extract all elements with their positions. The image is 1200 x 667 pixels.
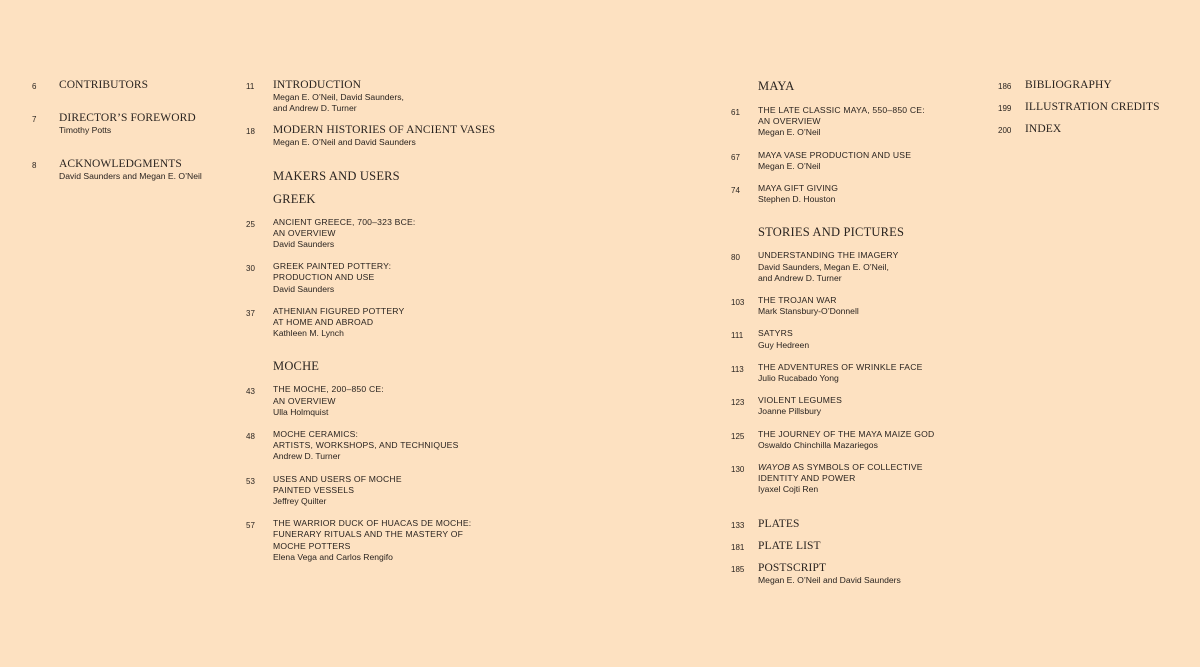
entry-title: SATYRS xyxy=(758,328,793,339)
entry-title: USES AND USERS OF MOCHE xyxy=(273,473,402,484)
section-heading-maya: MAYA xyxy=(758,79,795,93)
entry-title: THE WARRIOR DUCK OF HUACAS DE MOCHE: xyxy=(273,518,472,529)
toc-entry-violent-legumes[interactable] xyxy=(731,395,971,417)
entry-author: Guy Hedreen xyxy=(758,339,810,350)
entry-title: MOCHE CERAMICS: xyxy=(273,429,359,440)
entry-title: PRODUCTION AND USE xyxy=(273,272,375,283)
entry-title: ANCIENT GREECE, 700–323 BCE: xyxy=(273,216,416,227)
entry-author: David Saunders, Megan E. O’Neil, xyxy=(758,261,889,272)
toc-entry-moche-1[interactable] xyxy=(246,384,496,418)
entry-title: UNDERSTANDING THE IMAGERY xyxy=(758,250,899,261)
entry-title: ACKNOWLEDGMENTS xyxy=(59,158,182,171)
entry-author: Megan E. O’Neil, David Saunders, xyxy=(273,92,404,102)
entry-title-italic: WAYOB xyxy=(758,462,791,473)
section-heading-moche: MOCHE xyxy=(273,359,320,374)
entry-title: AN OVERVIEW xyxy=(273,227,336,238)
entry-author: Joanne Pillsbury xyxy=(758,406,822,417)
entry-author: Mark Stansbury-O’Donnell xyxy=(758,306,859,317)
toc-entry-greek-1[interactable] xyxy=(246,217,496,251)
entry-author: Oswaldo Chinchilla Mazariegos xyxy=(758,439,878,450)
page-number: 48 xyxy=(246,432,255,442)
toc-entry-postscript[interactable] xyxy=(731,562,971,586)
entry-author: Megan E. O’Neil xyxy=(758,127,821,138)
entry-author: David Saunders xyxy=(273,283,335,294)
toc-entry-moche-3[interactable] xyxy=(246,474,496,508)
entry-title: PLATES xyxy=(758,517,800,530)
toc-entry-greek-3[interactable] xyxy=(246,306,496,340)
toc-entry-plate-list[interactable] xyxy=(731,540,971,553)
page-number: 30 xyxy=(246,264,255,274)
toc-entry-warrior-duck[interactable] xyxy=(246,518,496,563)
page-number: 130 xyxy=(731,465,745,475)
entry-author: Megan E. O’Neil xyxy=(758,160,821,171)
entry-title xyxy=(758,462,971,473)
page-number: 43 xyxy=(246,387,255,397)
entry-title: MAYA VASE PRODUCTION AND USE xyxy=(758,149,912,160)
entry-author: Iyaxel Cojti Ren xyxy=(758,484,819,495)
toc-entry-introduction[interactable] xyxy=(246,79,496,114)
entry-author: Julio Rucabado Yong xyxy=(758,373,839,384)
entry-title: AT HOME AND ABROAD xyxy=(273,317,374,328)
section-heading-greek: GREEK xyxy=(273,191,316,206)
toc-entry-moche-2[interactable] xyxy=(246,429,496,463)
toc-entry-maya-1[interactable] xyxy=(731,105,971,139)
entry-title: GREEK PAINTED POTTERY: xyxy=(273,261,392,272)
entry-author: and Andrew D. Turner xyxy=(758,272,842,283)
page-number: 11 xyxy=(246,82,255,91)
page-number: 185 xyxy=(731,564,745,574)
page-number: 37 xyxy=(246,308,255,318)
entry-title: INDEX xyxy=(1025,123,1062,135)
entry-author: Timothy Potts xyxy=(59,125,112,135)
toc-entry-satyrs[interactable] xyxy=(731,328,971,350)
page-number: 74 xyxy=(731,186,740,196)
toc-entry-modern-histories[interactable] xyxy=(246,124,496,148)
page-number: 18 xyxy=(246,127,255,137)
entry-title: POSTSCRIPT xyxy=(758,561,827,574)
toc-entry-maya-3[interactable] xyxy=(731,183,971,205)
toc-column-back-matter xyxy=(998,79,1188,136)
toc-entry-bibliography[interactable] xyxy=(998,79,1188,92)
entry-title: MOCHE POTTERS xyxy=(273,540,351,551)
entry-author: Jeffrey Quilter xyxy=(273,496,327,507)
entry-title: INTRODUCTION xyxy=(273,79,362,91)
toc-entry-directors-foreword[interactable] xyxy=(32,112,232,136)
page-number: 7 xyxy=(32,115,37,124)
toc-entry-illustration-credits[interactable] xyxy=(998,101,1188,114)
entry-title: DIRECTOR’S FOREWORD xyxy=(59,112,196,124)
entry-title: PLATE LIST xyxy=(758,539,821,552)
toc-column-maya-and-stories xyxy=(731,79,971,586)
entry-author: Kathleen M. Lynch xyxy=(273,328,344,339)
page-number: 186 xyxy=(998,82,1012,91)
entry-title: ILLUSTRATION CREDITS xyxy=(1025,101,1160,113)
toc-column-essays xyxy=(246,79,496,563)
entry-title: PAINTED VESSELS xyxy=(273,484,355,495)
toc-column-front-matter xyxy=(32,79,232,182)
toc-entry-understanding-imagery[interactable] xyxy=(731,250,971,284)
toc-entry-maize-god[interactable] xyxy=(731,429,971,451)
entry-title: BIBLIOGRAPHY xyxy=(1025,79,1112,91)
toc-entry-trojan-war[interactable] xyxy=(731,295,971,317)
entry-title: AN OVERVIEW xyxy=(758,116,821,127)
entry-author: David Saunders and Megan E. O’Neil xyxy=(59,171,202,182)
entry-title: MODERN HISTORIES OF ANCIENT VASES xyxy=(273,124,496,137)
toc-entry-greek-2[interactable] xyxy=(246,261,496,295)
entry-title: ARTISTS, WORKSHOPS, AND TECHNIQUES xyxy=(273,440,459,451)
entry-author: David Saunders xyxy=(273,239,335,250)
entry-title: VIOLENT LEGUMES xyxy=(758,395,843,406)
entry-author: Andrew D. Turner xyxy=(273,451,341,462)
section-heading-stories-and-pictures: STORIES AND PICTURES xyxy=(758,225,905,240)
entry-author: and Andrew D. Turner xyxy=(273,103,357,114)
page-number: 61 xyxy=(731,108,740,117)
page-number: 67 xyxy=(731,152,740,162)
entry-title: THE LATE CLASSIC MAYA, 550–850 CE: xyxy=(758,105,925,115)
section-heading-makers-and-users: MAKERS AND USERS xyxy=(273,168,400,183)
page-number: 25 xyxy=(246,219,255,229)
page-number: 200 xyxy=(998,126,1012,135)
entry-author: Ulla Holmquist xyxy=(273,406,329,417)
page-number: 199 xyxy=(998,104,1012,113)
page-number: 181 xyxy=(731,542,745,552)
page-number: 111 xyxy=(731,331,744,341)
entry-author: Stephen D. Houston xyxy=(758,194,836,205)
entry-title: IDENTITY AND POWER xyxy=(758,473,856,484)
entry-title-rest: AS SYMBOLS OF COLLECTIVE xyxy=(790,462,923,473)
entry-title: AN OVERVIEW xyxy=(273,395,336,406)
toc-entry-contributors[interactable] xyxy=(32,79,232,92)
page-number: 125 xyxy=(731,431,745,441)
page-number: 6 xyxy=(32,82,37,91)
toc-entry-acknowledgments[interactable] xyxy=(32,158,232,182)
entry-title: THE TROJAN WAR xyxy=(758,295,837,306)
toc-entry-wayob[interactable] xyxy=(731,462,971,496)
entry-author: Elena Vega and Carlos Rengifo xyxy=(273,551,393,562)
page-number: 8 xyxy=(32,161,37,171)
entry-title: MAYA GIFT GIVING xyxy=(758,183,839,194)
entry-title: THE JOURNEY OF THE MAYA MAIZE GOD xyxy=(758,428,935,439)
toc-entry-maya-2[interactable] xyxy=(731,150,971,172)
page-number: 133 xyxy=(731,520,745,530)
entry-author: Megan E. O’Neil and David Saunders xyxy=(273,137,416,148)
page-number: 113 xyxy=(731,364,744,374)
entry-title: THE ADVENTURES OF WRINKLE FACE xyxy=(758,361,923,372)
entry-title: ATHENIAN FIGURED POTTERY xyxy=(273,305,405,316)
page-number: 80 xyxy=(731,253,740,263)
entry-title: CONTRIBUTORS xyxy=(59,79,149,91)
page-number: 123 xyxy=(731,398,745,408)
entry-title: THE MOCHE, 200–850 CE: xyxy=(273,384,384,395)
page-number: 57 xyxy=(246,521,255,531)
page-number: 53 xyxy=(246,476,255,486)
entry-title: FUNERARY RITUALS AND THE MASTERY OF xyxy=(273,529,464,540)
toc-entry-plates[interactable] xyxy=(731,518,971,531)
toc-entry-index[interactable] xyxy=(998,123,1188,136)
entry-author: Megan E. O’Neil and David Saunders xyxy=(758,574,901,585)
page-number: 103 xyxy=(731,298,745,308)
toc-entry-wrinkle-face[interactable] xyxy=(731,362,971,384)
